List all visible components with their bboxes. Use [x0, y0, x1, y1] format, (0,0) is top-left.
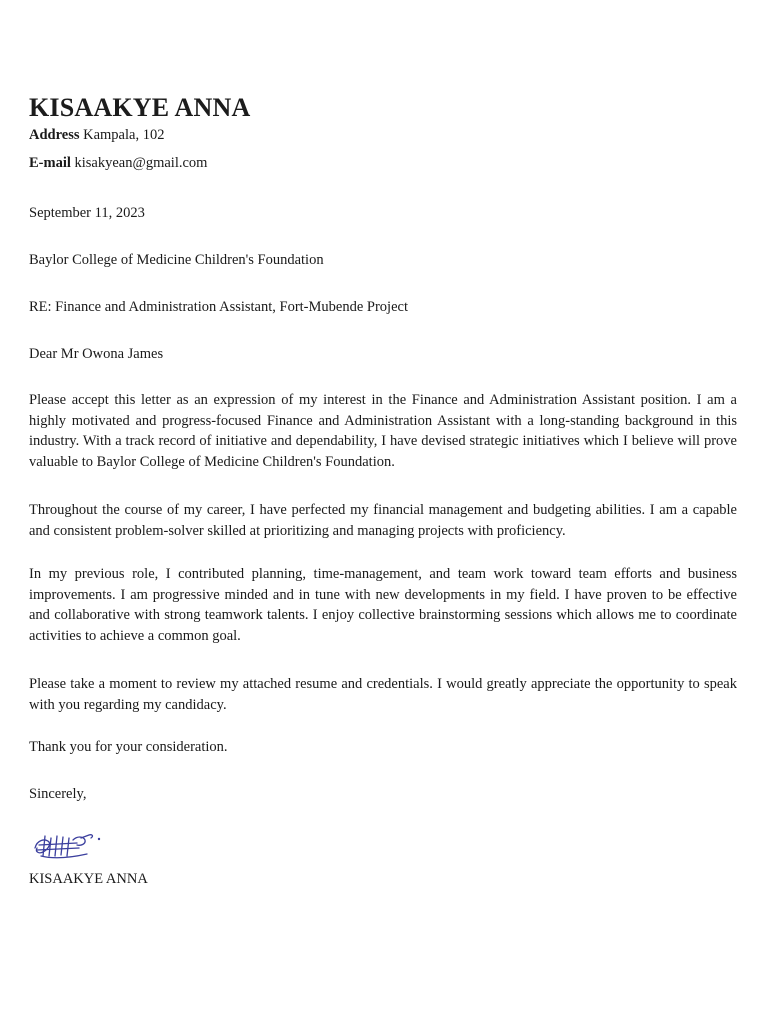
signature-name: KISAAKYE ANNA [29, 871, 148, 887]
letter-date: September 11, 2023 [29, 205, 145, 221]
body-paragraph: In my previous role, I contributed planning, time-management, and team work toward team efforts and business improvements. I am progressive minded and in tune with new developments in my field. I have proven to be effective and collaborative with strong teamwork talents. I enjoy collective brainstorming sessions which allows me to coordinate activities to achieve a common goal. [29, 566, 737, 644]
thanks-line: Thank you for your consideration. [29, 739, 228, 755]
email-label: E-mail [29, 155, 71, 171]
body-paragraph: Please take a moment to review my attached resume and credentials. I would greatly appreciate the opportunity to speak with you regarding my candidacy. [29, 676, 737, 713]
address-value: Kampala, 102 [83, 127, 165, 143]
body-paragraph: Please accept this letter as an expression of my interest in the Finance and Administration Assistant position. I am a highly motivated and progress-focused Finance and Administration Assistant with a long-standing background in this industry. With a track record of initiative and dependability, I have devised strategic initiatives which I believe will prove valuable to Baylor College of Medicine Children's Foundation. [29, 392, 737, 470]
applicant-name-heading: KISAAKYE ANNA [29, 93, 251, 122]
subject-line: RE: Finance and Administration Assistant, Fort-Mubende Project [29, 299, 408, 315]
body-paragraph: Throughout the course of my career, I have perfected my financial management and budgeting abilities. I am a capable and consistent problem-solver skilled at prioritizing and managing projects with proficiency. [29, 502, 737, 539]
email-line [29, 154, 207, 172]
email-value: kisakyean@gmail.com [74, 155, 208, 171]
address-label: Address [29, 127, 80, 143]
salutation: Dear Mr Owona James [29, 346, 164, 362]
handwritten-signature [29, 826, 107, 862]
address-line [29, 126, 164, 144]
closing-line: Sincerely, [29, 786, 87, 802]
recipient-organization: Baylor College of Medicine Children's Foundation [29, 252, 324, 268]
